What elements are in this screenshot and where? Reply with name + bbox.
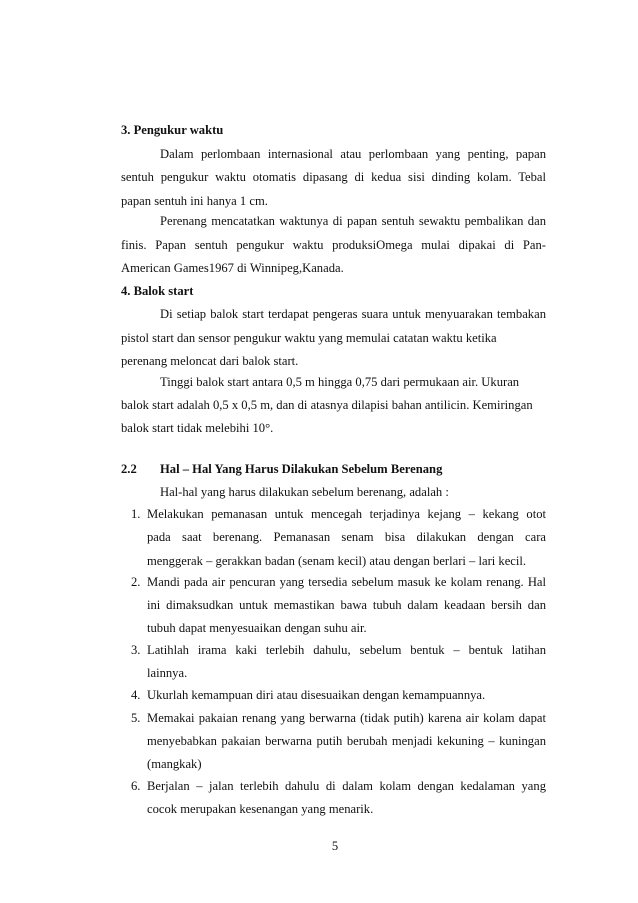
section-4-para-1-line-2: pistol start dan sensor pengukur waktu yang memulai catatan waktu ketika <box>121 331 497 345</box>
list-item-2-line-1: Mandi pada air pencuran yang tersedia sebelum masuk ke kolam renang. Hal <box>147 575 546 589</box>
section-2-2-title: Hal – Hal Yang Harus Dilakukan Sebelum Berenang <box>160 462 443 476</box>
list-item-3-number: 3. <box>131 643 141 657</box>
section-3-para-2-line-3: American Games1967 di Winnipeg,Kanada. <box>121 261 344 275</box>
list-item-1-line-2: pada saat berenang. Pemanasan senam bisa dilakukan dengan cara <box>147 530 546 544</box>
section-3-para-1-line-2: sentuh pengukur waktu otomatis dipasang di kedua sisi dinding kolam. Tebal <box>121 170 546 184</box>
list-item-1-line-1: Melakukan pemanasan untuk mencegah terjadinya kejang – kekang otot <box>147 507 546 521</box>
section-4-para-2-line-3: balok start tidak melebihi 10°. <box>121 421 274 435</box>
section-4-para-1-line-3: perenang meloncat dari balok start. <box>121 354 299 368</box>
section-4-para-2-line-1: Tinggi balok start antara 0,5 m hingga 0,75 dari permukaan air. Ukuran <box>160 375 520 389</box>
list-item-2-line-2: ini dimaksudkan untuk memastikan bawa tubuh dalam keadaan bersih dan <box>147 598 546 612</box>
section-3-para-1-line-3: papan sentuh ini hanya 1 cm. <box>121 194 268 208</box>
list-item-6-number: 6. <box>131 779 141 793</box>
list-item-3-line-2: lainnya. <box>147 666 188 680</box>
section-3-para-2-line-2: finis. Papan sentuh pengukur waktu produksiOmega mulai dipakai di Pan- <box>121 238 546 252</box>
list-item-1-line-3: menggerak – gerakkan badan (senam kecil) atau dengan berlari – lari kecil. <box>147 554 527 568</box>
list-item-1-number: 1. <box>131 507 141 521</box>
section-3-heading: 3. Pengukur waktu <box>121 123 224 137</box>
list-item-3-line-1: Latihlah irama kaki terlebih dahulu, sebelum bentuk – bentuk latihan <box>147 643 546 657</box>
list-item-5-number: 5. <box>131 711 141 725</box>
page-number: 5 <box>331 839 339 853</box>
list-item-5-line-3: (mangkak) <box>147 757 202 771</box>
list-item-6-line-2: cocok merupakan kesenangan yang menarik. <box>147 802 374 816</box>
list-item-5-line-1: Memakai pakaian renang yang berwarna (tidak putih) karena air kolam dapat <box>147 711 546 725</box>
section-2-2-number: 2.2 <box>121 462 137 476</box>
list-item-2-line-3: tubuh dapat menyesuaikan dengan suhu air. <box>147 621 367 635</box>
section-2-2-intro: Hal-hal yang harus dilakukan sebelum berenang, adalah : <box>160 485 449 499</box>
list-item-4-line-1: Ukurlah kemampuan diri atau disesuaikan dengan kemampuannya. <box>147 688 486 702</box>
section-4-para-2-line-2: balok start adalah 0,5 x 0,5 m, dan di atasnya dilapisi bahan antilicin. Kemiringan <box>121 398 533 412</box>
list-item-2-number: 2. <box>131 575 141 589</box>
section-4-para-1-line-1: Di setiap balok start terdapat pengeras suara untuk menyuarakan tembakan <box>160 307 546 321</box>
section-4-heading: 4. Balok start <box>121 284 194 298</box>
list-item-4-number: 4. <box>131 688 141 702</box>
list-item-5-line-2: menyebabkan pakaian berwarna putih berubah menjadi kekuning – kuningan <box>147 734 546 748</box>
section-3-para-2-line-1: Perenang mencatatkan waktunya di papan sentuh sewaktu pembalikan dan <box>160 214 546 228</box>
list-item-6-line-1: Berjalan – jalan terlebih dahulu di dalam kolam dengan kedalaman yang <box>147 779 546 793</box>
section-3-para-1-line-1: Dalam perlombaan internasional atau perlombaan yang penting, papan <box>160 147 546 161</box>
